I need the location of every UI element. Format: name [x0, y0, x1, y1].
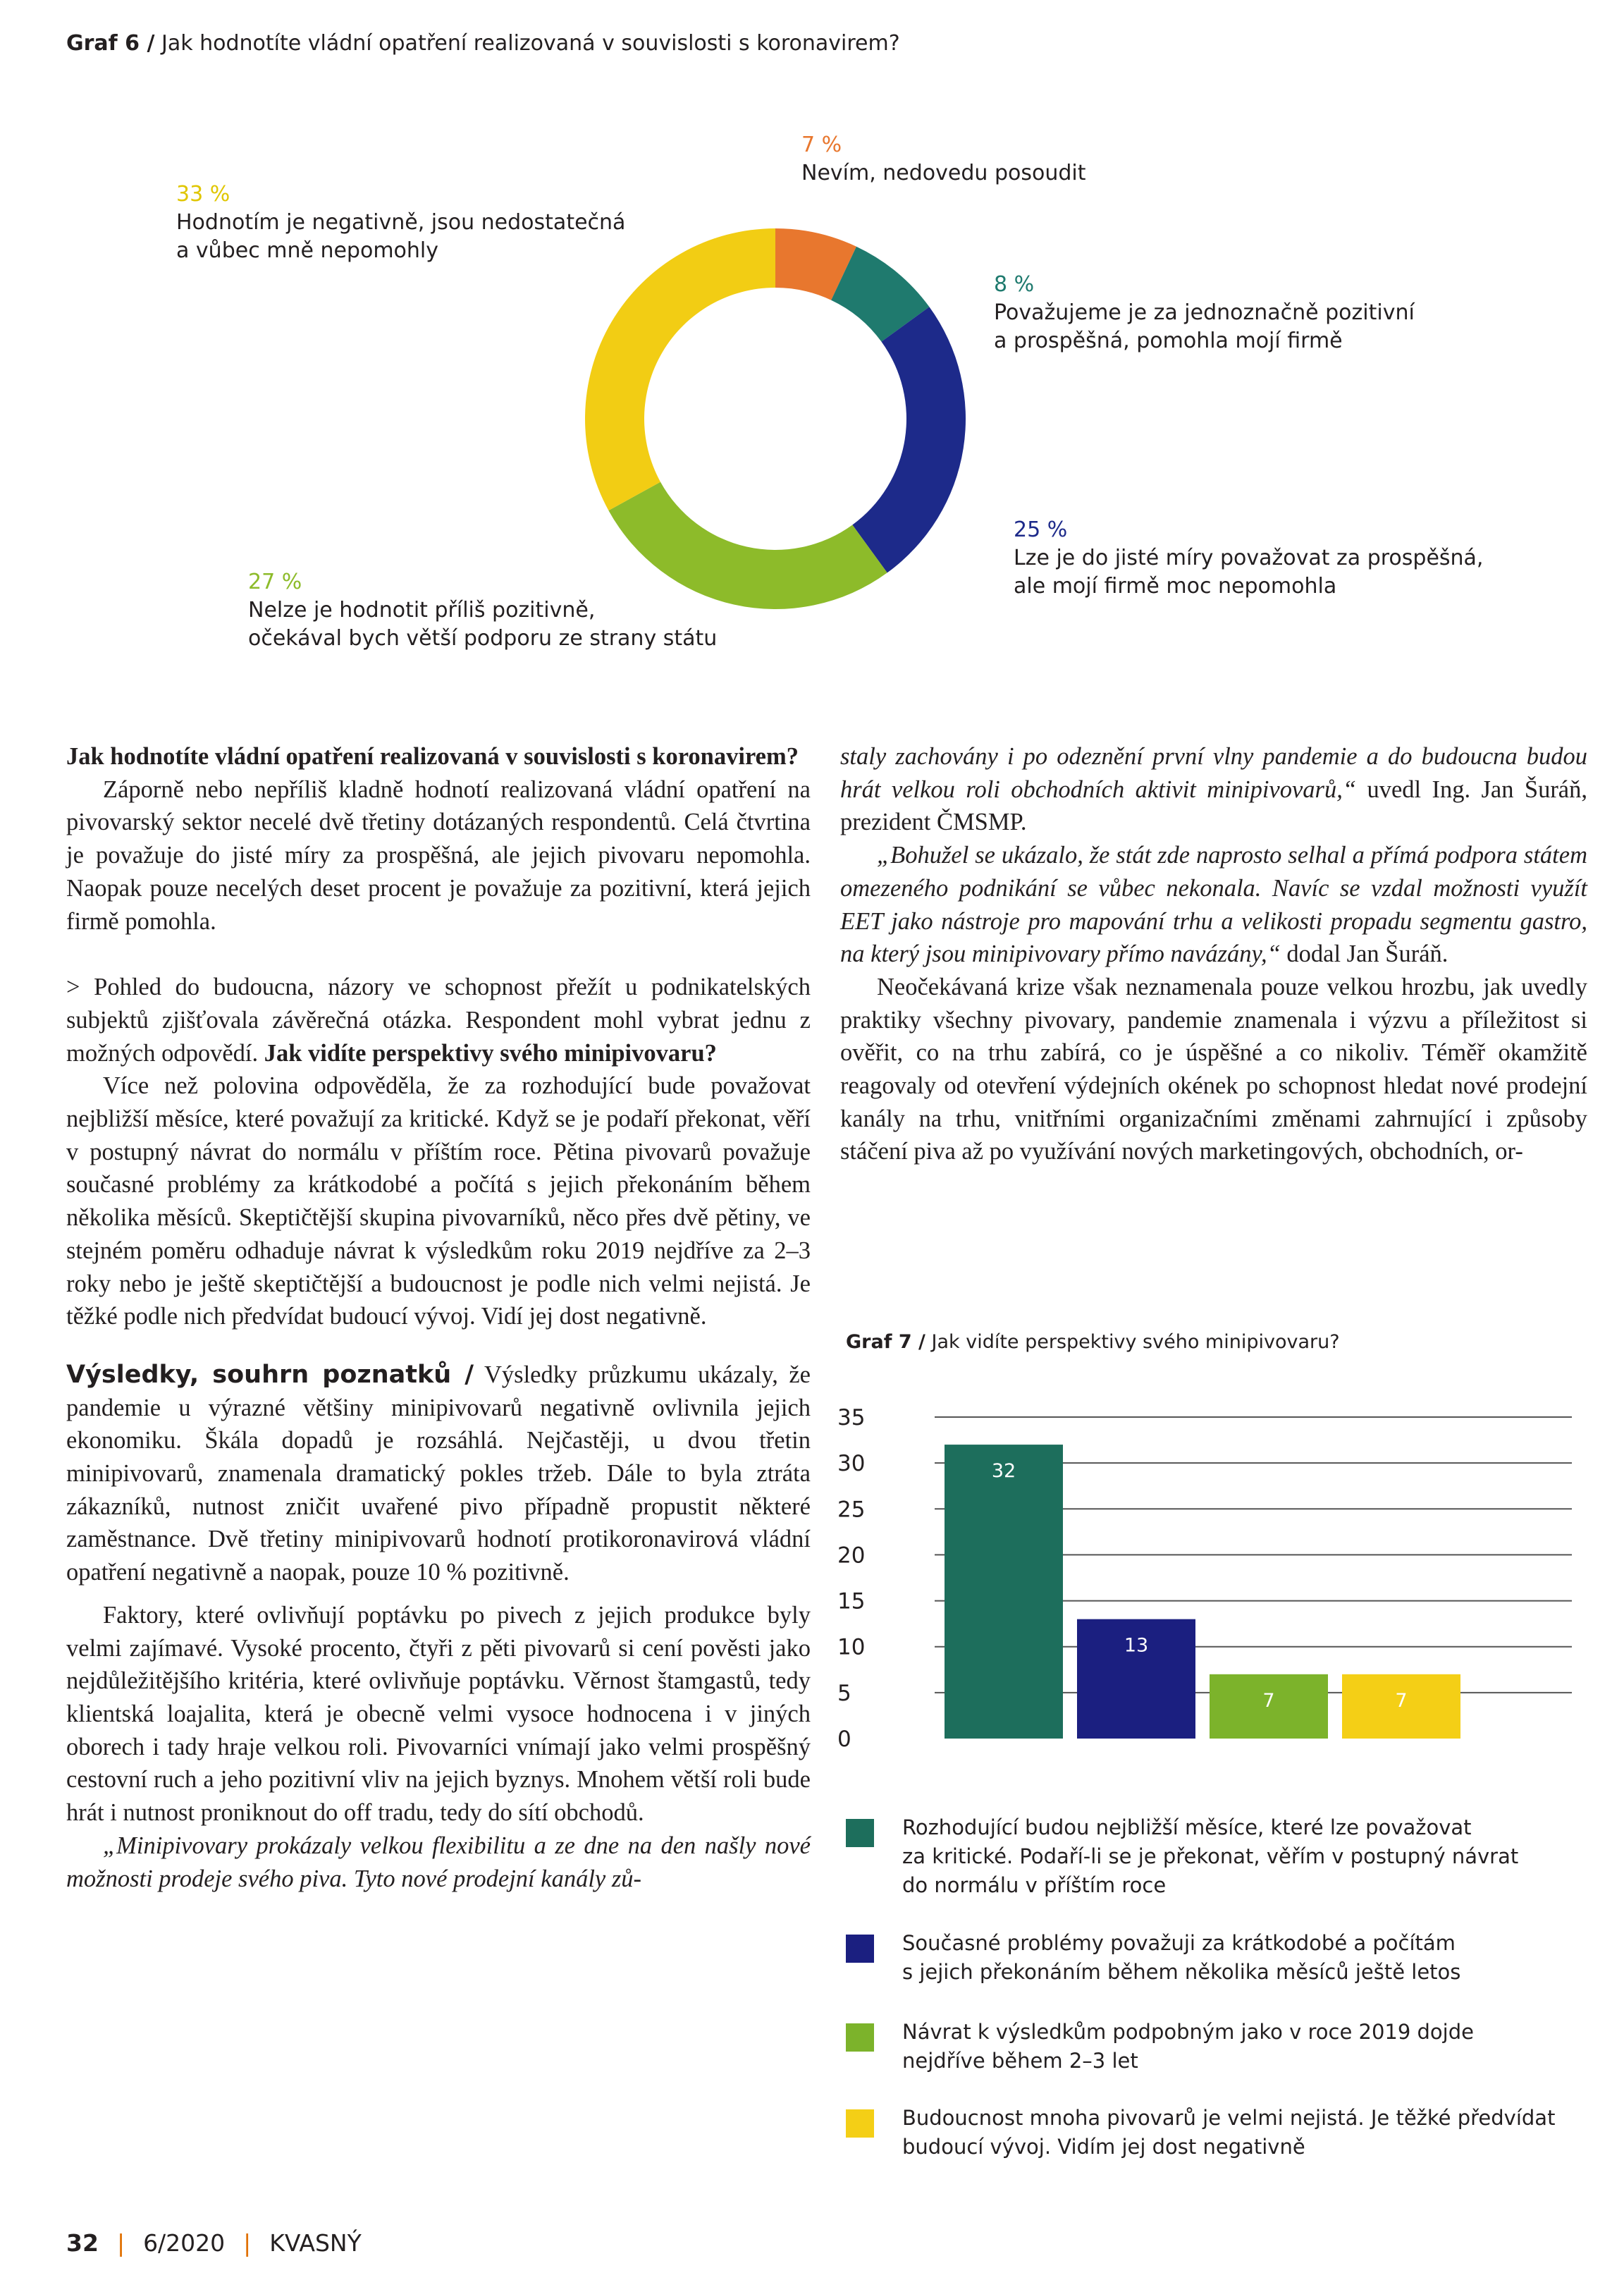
footer-separator: | [116, 2229, 125, 2257]
bar-value-label: 32 [991, 1460, 1016, 1483]
graph6-question: Jak hodnotíte vládní opatření realizovaná v souvislosti s koronavirem? [161, 31, 900, 56]
legend-text: Rozhodující budou nejbližší měsíce, které lze považovat za kritické. Podaří-li se je překonat, věřím v postupný návrat do normálu v příštím roce [902, 1815, 1519, 1897]
quote-text: staly zachovány i po odeznění první vlny pandemie a do budoucna budou hrát velkou roli obchodních aktivit minipivovarů,“ [840, 743, 1587, 803]
donut-label-unsure [801, 131, 1086, 188]
outlook-intro: > Pohled do budoucna, názory ve schopnost přežít u podnikatelských subjektů zjišťovala závěrečná otázka. Respondent mohl vybrat jednu z možných odpovědí. [66, 974, 811, 1067]
results-paragraph [66, 1359, 811, 1589]
donut-label-text: Lze je do jisté míry považovat za prospěšná, ale mojí firmě moc nepomohla [1014, 546, 1484, 599]
y-tick-label: 25 [837, 1497, 866, 1523]
bar-value-label: 7 [1262, 1689, 1275, 1712]
section-heading: Jak hodnotíte vládní opatření realizovaná v souvislosti s koronavirem? [66, 743, 799, 770]
body-paragraph: Více než polovina odpověděla, že za rozhodující bude považovat nejbližší měsíce, které považují za kritické. Když se je podaří překonat, věří v postupný návrat do normálu v příštím roce. Pětina pivovarů považuje současné problémy za krátkodobé a počítá s jejich překonáním během několika měsíců. Skeptičtější skupina pivovarníků, něco přes dvě pětiny, ve stejném poměru odhaduje návrat k výsledkům roku 2019 nejdříve za 2–3 roky nebo je ještě skeptičtější a budoucnost je podle nich velmi nejistá. Je těžké podle nich předvídat budoucí vývoj. Vidí jej dost negativně. [66, 1072, 811, 1330]
issue-number: 6/2020 [143, 2229, 226, 2257]
legend-text: Návrat k výsledkům podpobným jako v roce 2019 dojde nejdříve během 2–3 let [902, 2020, 1474, 2073]
quote-attribution: uvedl Ing. Jan Šuráň, prezident ČMSMP. [840, 776, 1587, 836]
graph7-title [846, 1331, 1340, 1353]
y-tick-label: 35 [837, 1405, 866, 1430]
y-tick-label: 30 [837, 1451, 866, 1477]
donut-label-positive [994, 271, 1415, 355]
footer-separator: | [243, 2229, 252, 2257]
bar-value-label: 7 [1395, 1689, 1408, 1712]
results-heading: Výsledky, souhrn poznatků / [66, 1360, 474, 1389]
donut-label-text: Hodnotím je negativně, jsou nedostatečná a vůbec mně nepomohly [176, 210, 626, 263]
donut-label-text: Nevím, nedovedu posoudit [801, 161, 1086, 185]
donut-label-text: Nelze je hodnotit příliš pozitivně, očekával bych větší podporu ze strany státu [248, 598, 718, 651]
graph6-label: Graf 6 / [66, 31, 155, 56]
quote-text: „Minipivovary prokázaly velkou flexibilitu a ze dne na den našly nové možnosti prodeje svého piva. Tyto nové prodejní kanály zů- [66, 1832, 811, 1892]
y-tick-label: 20 [837, 1543, 866, 1569]
bar-value-label: 13 [1124, 1634, 1149, 1657]
page-footer [66, 2229, 362, 2257]
donut-label-partly-beneficial [1014, 516, 1483, 601]
quote-paragraph [840, 740, 1587, 839]
donut-label-pct: 27 % [248, 570, 302, 594]
quote-paragraph [66, 1829, 811, 1895]
donut-slice-negative [585, 228, 775, 510]
legend-swatch [846, 2109, 874, 2138]
body-paragraph: Faktory, které ovlivňují poptávku po pivech z jejich produkce byly velmi zajímavé. Vysoké procento, čtyři z pěti pivovarů si cení pověsti jako nejdůležitějšího kritéria, které ovlivňuje poptávku. Věrnost štamgastů, tedy klientská loajalita, která je obecně velmi vysoce hodnocena i v jiných oborech i tady hraje velkou roli. Pivovarníci vnímají jako velmi prospěšný cestovní ruch a jeho pozitivní vliv na jejich byznys. Mnohem větší roli bude hrát i nutnost proniknout do off tradu, tedy do sítí obchodů. [66, 1601, 811, 1827]
right-column [840, 740, 1587, 1168]
body-paragraph: Záporně nebo nepříliš kladně hodnotí realizovaná vládní opatření na pivovarský sektor necelé dvě třetiny dotázaných respondentů. Celá čtvrtina je považuje do jisté míry za prospěšná, ale jejich pivovaru nepomohla. Naopak pouze necelých deset procent je považuje za pozitivní, která jejich firmě pomohla. [66, 776, 811, 935]
legend-swatch [846, 1935, 874, 1963]
bar-chart [832, 1396, 1579, 1763]
y-tick-label: 5 [837, 1680, 851, 1706]
magazine-name: KVASNÝ [269, 2229, 362, 2257]
bar [945, 1445, 1063, 1739]
legend-text: Budoucnost mnoha pivovarů je velmi nejistá. Je těžké předvídat budoucí vývoj. Vidím jej dost negativně [902, 2106, 1556, 2159]
donut-chart [578, 221, 973, 616]
graph6-title [66, 31, 900, 56]
legend-text: Současné problémy považuji za krátkodobé a počítám s jejich překonáním během několika měsíců ještě letos [902, 1931, 1461, 1984]
legend-swatch [846, 2023, 874, 2052]
donut-label-pct: 7 % [801, 133, 842, 157]
body-paragraph-outlook [66, 971, 811, 1069]
y-tick-label: 15 [837, 1588, 866, 1614]
page-number: 32 [66, 2229, 99, 2257]
donut-label-not-positive [248, 568, 717, 653]
donut-label-pct: 33 % [176, 182, 230, 207]
donut-label-text: Považujeme je za jednoznačně pozitivní a prospěšná, pomohla mojí firmě [994, 300, 1415, 353]
y-tick-label: 10 [837, 1634, 866, 1660]
donut-slice-partly-beneficial [852, 307, 966, 572]
results-text: Výsledky průzkumu ukázaly, že pandemie u výrazné většiny minipivovarů negativně ovlivnila jejich ekonomiku. Škála dopadů je rozsáhlá. Nejčastěji, u dvou třetin minipivovarů, znamenala dramatický pokles tržeb. Dále to byla ztráta zákazníků, nutnost zničit uvařené pivo případně propustit některé zaměstnance. Dvě třetiny minipivovarů hodnotí protikoronavirová vládní opatření negativně a naopak, pouze 10 % pozitivně. [66, 1361, 811, 1586]
y-tick-label: 0 [837, 1727, 851, 1752]
left-column [66, 740, 811, 1895]
quote-text: „Bohužel se ukázalo, že stát zde naprosto selhal a přímá podpora státem omezeného podnikání se vůbec nekonala. Navíc se vzdal možnosti využít EET jako nástroje pro mapování trhu a velikosti propadu segmentu gastro, na který jsou minipivovary přímo navázány,“ [840, 842, 1587, 968]
quote-attribution: dodal Jan Šuráň. [1280, 940, 1448, 968]
outlook-question: Jak vidíte perspektivy svého minipivovaru? [264, 1039, 717, 1067]
graph7-question: Jak vidíte perspektivy svého minipivovaru? [931, 1331, 1340, 1353]
donut-label-pct: 8 % [994, 272, 1035, 297]
graph7-label: Graf 7 / [846, 1331, 925, 1353]
body-paragraph: Neočekávaná krize však neznamenala pouze velkou hrozbu, jak uvedly praktiky všechny pivovary, pandemie znamenala i výzvu a příležitost si ověřit, co na trhu zabírá, co je úspěšné a co nikoliv. Téměř okamžitě reagovaly od otevření výdejních okének po schopnost hledat nové prodejní kanály na trhu, vnitřními organizačními změnami zahrnující i způsoby stáčení piva až po využívání nových marketingových, obchodních, or- [840, 973, 1587, 1165]
donut-label-negative [176, 180, 625, 265]
legend-swatch [846, 1819, 874, 1847]
donut-label-pct: 25 % [1014, 517, 1068, 542]
quote-paragraph [840, 839, 1587, 971]
